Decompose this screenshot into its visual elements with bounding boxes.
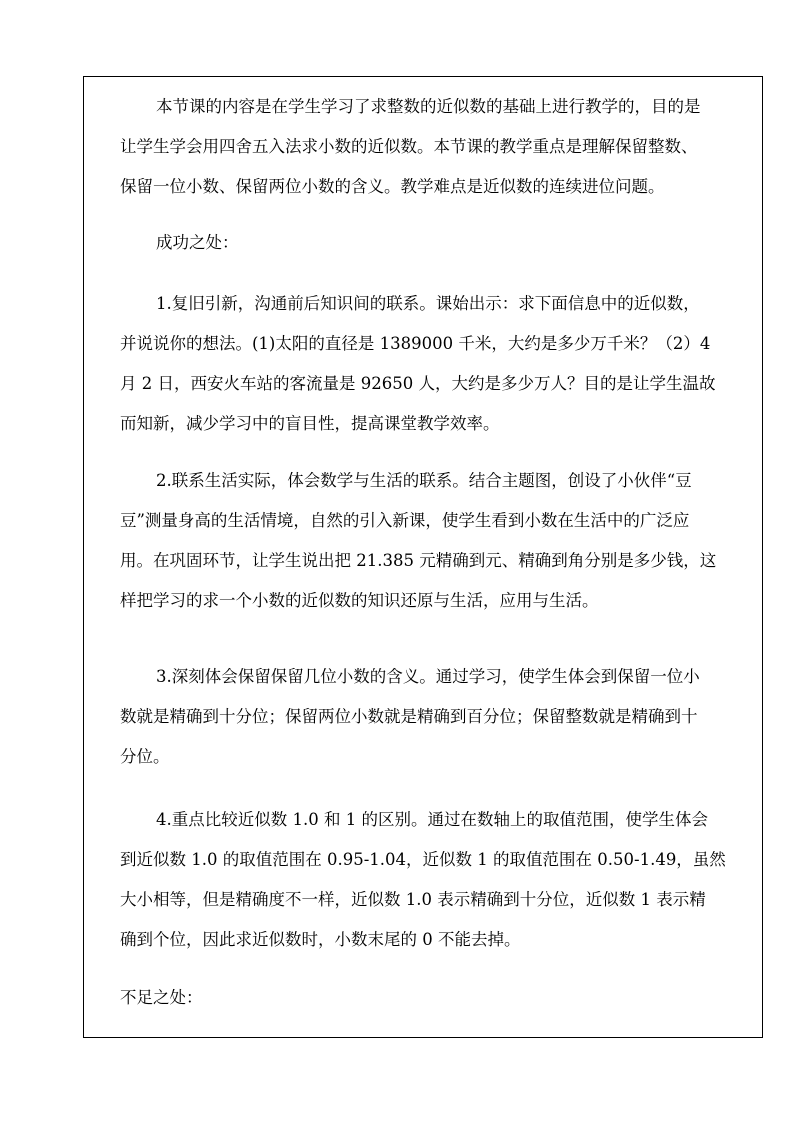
point-3-line-3: 分位。 xyxy=(120,747,170,766)
point-2-line-3: 用。在巩固环节，让学生说出把 21.385 元精确到元、精确到角分别是多少钱，这 xyxy=(120,551,717,570)
intro-paragraph xyxy=(120,87,760,207)
point-3-line-1: 3.深刻体会保留保留几位小数的含义。通过学习，使学生体会到保留一位小 xyxy=(156,667,700,686)
point-4-line-2: 到近似数 1.0 的取值范围在 0.95-1.04，近似数 1 的取值范围在 0.50-1.49，虽然 xyxy=(120,850,726,869)
point-1-line-3: 月 2 日，西安火车站的客流量是 92650 人，大约是多少万人？目的是让学生温故 xyxy=(120,374,716,393)
point-2-paragraph xyxy=(120,461,760,621)
point-1-line-2: 并说说你的想法。(1)太阳的直径是 1389000 千米，大约是多少万千米？（2）4 xyxy=(120,334,711,353)
point-4-paragraph xyxy=(120,800,760,960)
success-heading: 成功之处： xyxy=(156,233,239,252)
intro-line-1: 本节课的内容是在学生学习了求整数的近似数的基础上进行教学的，目的是 xyxy=(156,97,701,116)
intro-line-3: 保留一位小数、保留两位小数的含义。教学难点是近似数的连续进位问题。 xyxy=(120,177,665,196)
point-4-line-4: 确到个位，因此求近似数时，小数末尾的 0 不能去掉。 xyxy=(120,930,521,949)
point-3-line-2: 数就是精确到十分位；保留两位小数就是精确到百分位；保留整数就是精确到十 xyxy=(120,707,698,726)
point-4-line-1: 4.重点比较近似数 1.0 和 1 的区别。通过在数轴上的取值范围，使学生体会 xyxy=(156,810,708,829)
point-2-line-1: 2.联系生活实际，体会数学与生活的联系。结合主题图，创设了小伙伴“豆 xyxy=(156,471,692,490)
point-1-paragraph xyxy=(120,284,760,444)
point-4-line-3: 大小相等，但是精确度不一样，近似数 1.0 表示精确到十分位，近似数 1 表示精 xyxy=(120,890,706,909)
point-1-line-1: 1.复旧引新，沟通前后知识间的联系。课始出示：求下面信息中的近似数， xyxy=(156,294,700,313)
intro-line-2: 让学生学会用四舍五入法求小数的近似数。本节课的教学重点是理解保留整数、 xyxy=(120,137,698,156)
point-2-line-2: 豆”测量身高的生活情境，自然的引入新课，使学生看到小数在生活中的广泛应 xyxy=(120,511,690,530)
point-2-line-4: 样把学习的求一个小数的近似数的知识还原与生活，应用与生活。 xyxy=(120,591,599,610)
point-1-line-4: 而知新，减少学习中的盲目性，提高课堂教学效率。 xyxy=(120,414,500,433)
reflection-table-cell xyxy=(83,76,763,1038)
shortcoming-heading: 不足之处： xyxy=(120,988,203,1007)
point-3-paragraph xyxy=(120,657,760,777)
